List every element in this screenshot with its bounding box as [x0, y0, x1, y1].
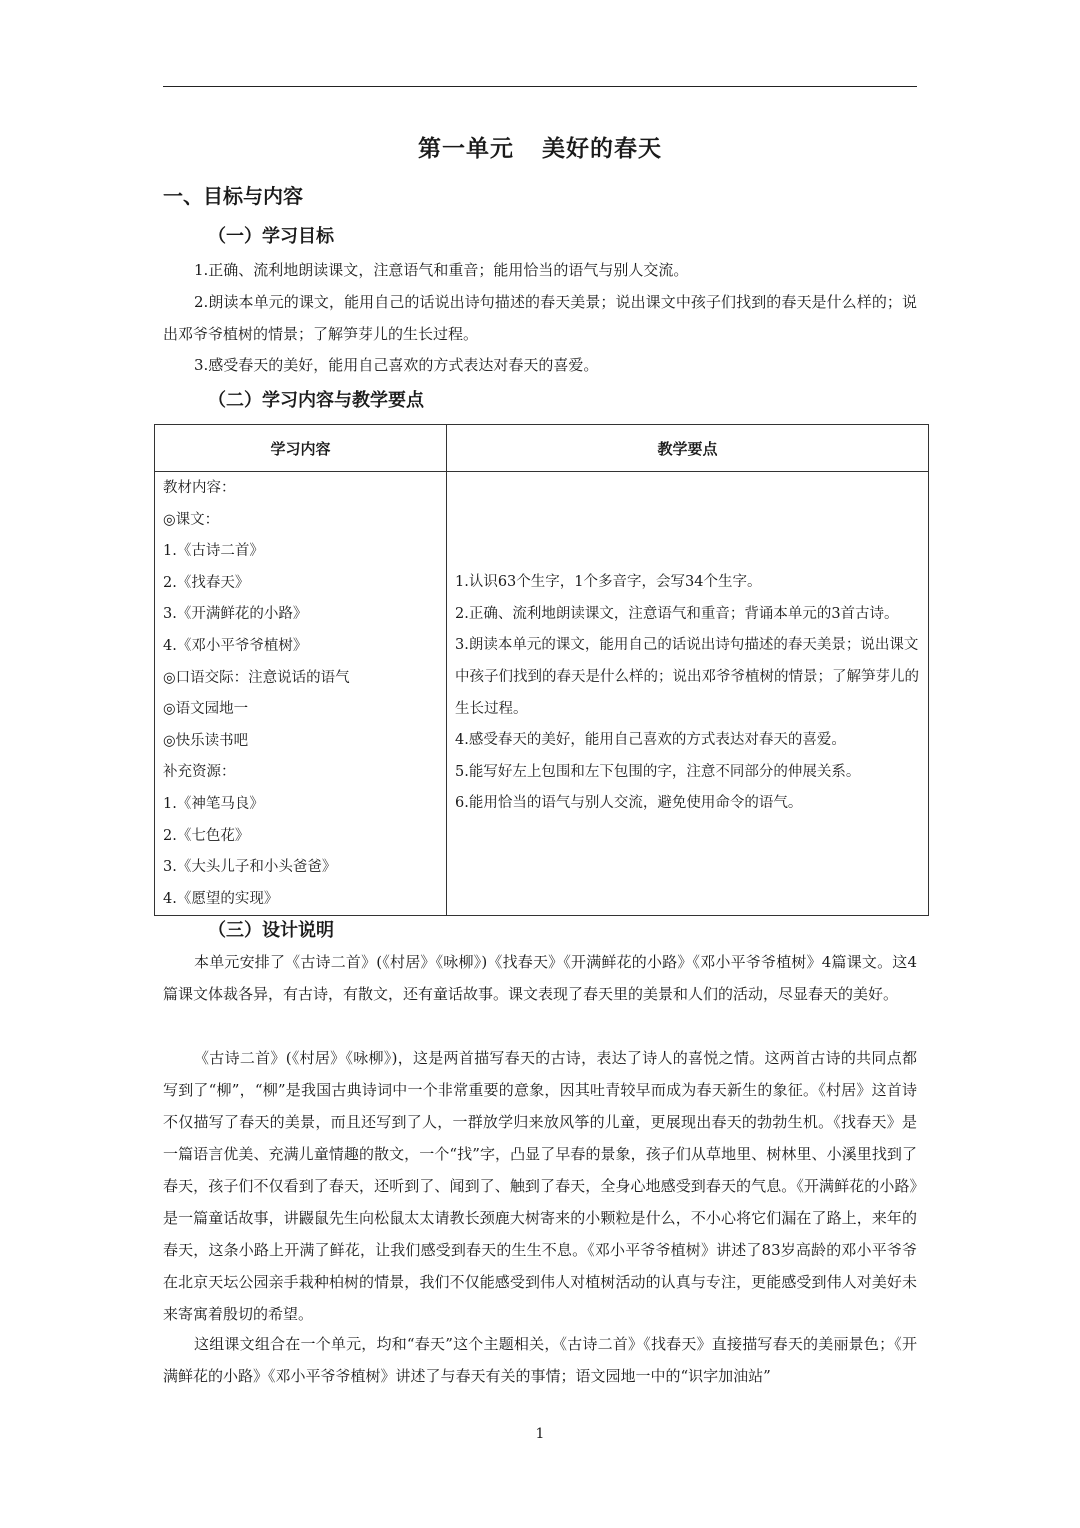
key-points-cell [447, 472, 929, 916]
key-point-item: 4.感受春天的美好，能用自己喜欢的方式表达对春天的喜爱。 [455, 732, 846, 749]
content-line: ◎课文： [163, 511, 220, 528]
content-line: ◎快乐读书吧 [163, 732, 249, 749]
table-row [155, 472, 929, 916]
content-line: 1.《古诗二首》 [163, 543, 264, 560]
design-paragraph-2: 《古诗二首》(《村居》《咏柳》)，这是两首描写春天的古诗，表达了诗人的喜悦之情。这两首古诗的共同点都写到了“柳”，“柳”是我国古典诗词中一个非常重要的意象，因其吐青较早而成为春天新生的象征。《村居》这首诗不仅描写了春天的美景，而且还写到了人，一群放学归来放风筝的儿童，更展现出春天的勃勃生机。《找春天》是一篇语言优美、充满儿童情趣的散文，一个“找”字，凸显了早春的景象，孩子们从草地里、树林里、小溪里找到了春天，孩子们不仅看到了春天，还听到了、闻到了、触到了春天，全身心地感受到春天的气息。《开满鲜花的小路》是一篇童话故事，讲鼹鼠先生向松鼠太太请教长颈鹿大树寄来的小颗粒是什么，不小心将它们漏在了路上，来年的春天，这条小路上开满了鲜花，让我们感受到春天的生生不息。《邓小平爷爷植树》讲述了83岁高龄的邓小平爷爷在北京天坛公园亲手栽种柏树的情景，我们不仅能感受到伟人对植树活动的认真与专注，更能感受到伟人对美好未来寄寓着殷切的希望。 [163, 1049, 917, 1323]
content-line: 2.《找春天》 [163, 574, 250, 591]
table-header-row [155, 425, 929, 472]
key-point-item: 3.朗读本单元的课文，能用自己的话说出诗句描述的春天美景；说出课文中孩子们找到的春天是什么样的；说出邓爷爷植树的情景；了解笋芽儿的生长过程。 [455, 637, 919, 717]
content-line: 1.《神笔马良》 [163, 795, 264, 812]
objective-item-2: 2.朗读本单元的课文，能用自己的话说出诗句描述的春天美景；说出课文中孩子们找到的春天是什么样的；说出邓爷爷植树的情景；了解笋芽儿的生长过程。 [163, 293, 917, 343]
page-number: 1 [535, 1426, 545, 1442]
header-rule [163, 86, 917, 87]
objective-item-1: 1.正确、流利地朗读课文，注意语气和重音；能用恰当的语气与别人交流。 [194, 261, 689, 279]
title-theme: 美好的春天 [542, 136, 662, 162]
design-paragraph-1: 本单元安排了《古诗二首》(《村居》《咏柳》)《找春天》《开满鲜花的小路》《邓小平爷爷植树》4篇课文。这4篇课文体裁各异，有古诗，有散文，还有童话故事。课文表现了春天里的美景和人们的活动，尽显春天的美好。 [163, 953, 917, 1003]
title-unit: 第一单元 [418, 136, 514, 162]
key-point-item: 2.正确、流利地朗读课文，注意语气和重音；背诵本单元的3首古诗。 [455, 605, 899, 622]
content-line: 2.《七色花》 [163, 827, 250, 844]
page-title [0, 130, 1080, 163]
key-point-item: 5.能写好左上包围和左下包围的字，注意不同部分的伸展关系。 [455, 763, 861, 780]
subheading-design-notes: （三）设计说明 [208, 920, 334, 941]
content-line: 教材内容： [163, 480, 236, 496]
content-line: ◎语文园地一 [163, 701, 249, 718]
key-point-item: 6.能用恰当的语气与别人交流，避免使用命令的语气。 [455, 795, 803, 812]
design-paragraph-3: 这组课文组合在一个单元，均和“春天”这个主题相关，《古诗二首》《找春天》直接描写春天的美丽景色；《开满鲜花的小路》《邓小平爷爷植树》讲述了与春天有关的事情；语文园地一中的“识字加油站” [163, 1335, 917, 1385]
column-header-content: 学习内容 [155, 425, 447, 472]
content-line: 3.《开满鲜花的小路》 [163, 606, 308, 623]
content-line: 4.《愿望的实现》 [163, 890, 279, 907]
section-heading-goals-content: 一、目标与内容 [163, 184, 303, 208]
subheading-content-and-key-points: （二）学习内容与教学要点 [208, 390, 424, 411]
content-table [154, 424, 929, 916]
content-line: 4.《邓小平爷爷植树》 [163, 637, 308, 654]
content-cell [155, 472, 447, 916]
key-point-item: 1.认识63个生字，1个多音字，会写34个生字。 [455, 574, 762, 591]
subheading-learning-objectives: （一）学习目标 [208, 226, 334, 247]
content-line: 补充资源： [163, 764, 236, 781]
content-line: ◎口语交际：注意说话的语气 [163, 669, 350, 686]
column-header-key-points: 教学要点 [447, 425, 929, 472]
objective-item-3: 3.感受春天的美好，能用自己喜欢的方式表达对春天的喜爱。 [194, 356, 599, 374]
content-line: 3.《大头儿子和小头爸爸》 [163, 859, 337, 876]
